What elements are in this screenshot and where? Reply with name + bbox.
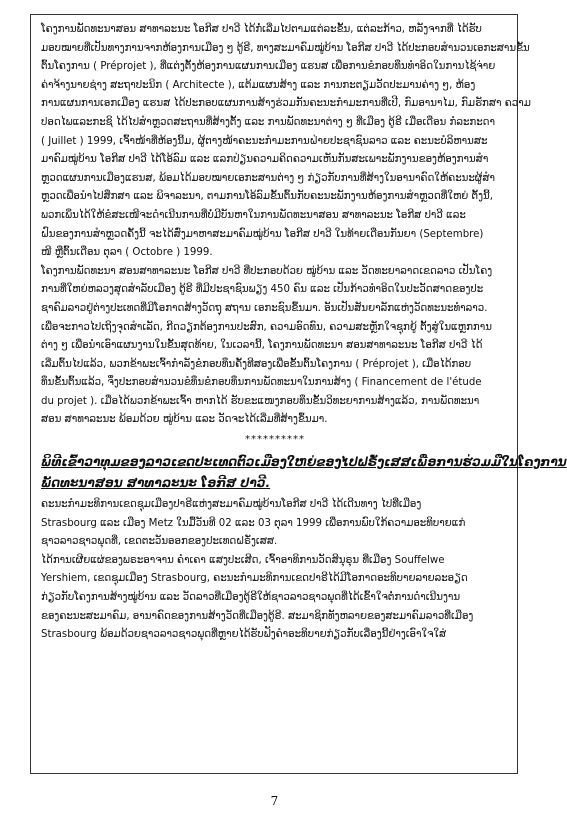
text-line: ຂອງຄະນະສະມາຄົມ, ອານາຄົດຂອງການສ້າງວັດທີ່ເມືອງຕູ້ຣີ. ສະມາຊິກທັງຫລາຍຂອງສະມາຄົມລາວທີ່ເມືອງ bbox=[41, 610, 474, 622]
page-number: 7 bbox=[270, 794, 279, 808]
paragraph-project-progress bbox=[41, 21, 531, 263]
text-line: ທຶນຂັ້ນຕົ້ນແລ້ວ, ຈຶ່ງປະກອບສຳນວນຂໍທຶນຂໍກອບທຶນການພັດທະນາໃນການສ້າງ ( Financement de l'étude bbox=[41, 377, 482, 389]
text-line: ຫຼວດແຜນການເມືອງແຮນສ, ພ້ອມໄດ້ມອບໝາຍເອກະສານຕ່າງ ໆ ກ່ຽວກັບການທີ່ສ້າງໃນອານາຄົດໃຫ້ຄະນະຜູ້ສຳ bbox=[41, 172, 496, 184]
text-line: ການທີ່ໃຫຍ່ຫລວງສຸດສຳລັບເມືອງ ຕູ້ຣີ ທີ່ມີປະຊາຊົນພຽງ 450 ຄົນ ແລະ ເປັນກ້າວທຳອິດໃນປະວັດສາດຂອງປະ bbox=[41, 284, 484, 296]
text-line: ໂຄງການພັດທະນາ ສອນສາທາລະນະ ໂອກີສ ປາວີ ທີ່ປະກອບດ້ວຍ ໝູ່ບ້ານ ແລະ ວັດທະຍາລາດເຂດລາວ ເປັນໂຄງ bbox=[41, 265, 493, 277]
text-line: ສອນ ສາທາລະນະ ພ້ອມດ້ວຍ ໝູ່ບ້ານ ແລະ ວັດຈະໄດ້ເລີ່ມທີ່ສ້າງຂຶ້ນມາ. bbox=[41, 414, 328, 426]
text-line: ຫຼວດເພື່ອນຳໄປສຶກສາ ແລະ ພິຈາລະນາ, ຕາມການໂອ້ລົມຂັ້ນຕົ້ນກັບຄະນະພັກງານຫ້ອງການສຳຫຼວດທີ່ໃຫຍ່ ຕັ້ງນີ້, bbox=[41, 191, 493, 203]
paragraph-strasbourg-visit bbox=[41, 496, 509, 645]
text-line: ປອດໄພແລະກະຊິ ໄດ້ໄປສຳຫຼວດສະຖານທີ່ສ້າງຕັ້ງ ແລະ ການພັດທະນາຕ່າງ ໆ ທີ່ເມືອງ ຕູ້ຣີ ເມື່ອເດືອນ ກໍລະກະດາ bbox=[41, 116, 495, 128]
text-line: Yershiem, ເຂດຊຸມເມືອງ Strasbourg, ຄະນະກຳມະທິການເຂດປາຣີໄດ້ມີໂອກາດອະທິບາຍລາຍລະອຽດ bbox=[41, 573, 468, 585]
text-line: ໜີ ຫຼືຕົ້ນເດືອນ ຕຸລາ ( Octobre ) 1999. bbox=[41, 247, 213, 259]
section-heading bbox=[41, 452, 567, 494]
text-line: ຕ່າງ ໆ ເພື່ອນຳເອົາແຜນງານໃນຂັ້ນສຸດທ້າຍ, ໃນເວລານີ້, ໂຄງການພັດທະນາ ສອນສາທາລະນະ ໂອກີສ ປາວີ ໄດ້ bbox=[41, 340, 483, 352]
text-line: ກ່ຽວກັບໂຄງການສ້າງໝູ່ບ້ານ ແລະ ວັດລາວທີ່ເມືອງຕູ້ຣີໃຫ້ຊາວລາວຊາວພຸດທີ່ໄດ້ເຂົ້າໃຈຕໍ່ການດຳເນີນງານ bbox=[41, 592, 461, 604]
text-line: ຕົ້ນໂຄງການ ( Préprojet ), ທີ່ແຕ່ງຕັ້ງຫ້ອງການແຜນການເມືອງ ແຮນສ ເພື່ອການຂໍກອບທຶນທຳອິດໃນການໄຊ້ຈ່າຍ bbox=[41, 61, 496, 73]
page-frame bbox=[30, 14, 567, 774]
text-line: ຄະນະກຳມະທິການເຂດຊຸມເມືອງປາຣີແຫ່ງສະມາຄົມໝູ່ບ້ານໂອກີສ ປາວີ ໄດ້ເດີນທາງ ໄປທີ່ເມືອງ bbox=[41, 499, 422, 511]
text-line: du projet ). ເມື່ອໄດ້ພວກຂ້າພະເຈົ້າ ຫາກໄດ້ ຮັບຂະແໜງກອບທຶນຂັ້ນວິທະຍາການສ້າງແລ້ວ, ການພັດທະນາ bbox=[41, 395, 480, 407]
heading-line: ພິທີເຂົ້າວາທຸມຂອງລາວເຂດປະເທດຕົວເມືອງໃຫຍ່ຂອງໄປຝຣັ່ງເສສເພື່ອການຮ່ວມມືໃນໂຄງການ bbox=[41, 455, 567, 470]
text-line: ເລີ່ມຕົ້ນໄປແລ້ວ, ພວກຂ້າພະເຈົ້າກຳລັງຂໍກອບທຶນຄັ້ງທີສອງເພື່ອຂັ້ນຕົ້ນໂຄງການ ( Préprojet ), ເມື່ອໄດ້ກອບ bbox=[41, 358, 472, 370]
text-line: ຝົນຂອງການສຳຫຼວດຄັ້ງນີ້ ຈະໄດ້ສົ່ງມາຫາສະມາຄົມໝູ່ບ້ານ ໂອກີສ ປາວີ ໃນທ້າຍເດືອນກັນຍາ (Septembre) bbox=[41, 228, 484, 240]
text-line: Strasbourg ພ້ອມດ້ວຍຊາວລາວຊາວພຸດທີ່ຫຼາຍໄດ້ຮັບຟັງຄໍາອະທິບາຍກ່ຽວກັບເລື່ອງນີ້ຢ່າງເອົາໃຈໃສ່ bbox=[41, 629, 447, 641]
text-line: ໄດ້ການເຜີຍແຜ່ຂອງພຣະອາຈານ ຄໍາເຄາ ແສງປະເສີດ, ເຈົ້າອາທິການວັດສິນຸຣຸນ ທີ່ເມືອງ Souffelwe bbox=[41, 554, 445, 566]
text-line: ການແຜນການເອກເມືອງ ແຮນສ ໄດ້ປະກອບແຜນການສ້າງຮ່ວມກັນຄະນະກຳມະການທີ່ເປີ, ກົມອານາໄມ, ກົມຮັກສາ ຄວາມ bbox=[41, 98, 531, 110]
text-line: ໂຄງການພັດທະນາສອນ ສາທາລະນະ ໂອກີສ ປາວີ ໄດ້ກໍ່ເລີ່ມໄປຕາມແຕ່ລະຂັ້ນ, ແຕ່ລະກ້າວ, ຫລັງຈາກທີ່ ໄດ້ຮັບ bbox=[41, 24, 482, 35]
text-line: ຄ່າຈ້າງນາຍຊ່າງ ສະຖາປະນິກ ( Architecte ), ແຕ້ມແຜນສ້າງ ແລະ ການກະຕຽມວັດປະມານຄ່າງ ໆ, ຫ້ອງ bbox=[41, 79, 476, 91]
text-line: Strasbourg ແລະ ເມືອງ Metz ໃນມື້ວັນທີ 02 ແລະ 03 ຕຸລາ 1999 ເພື່ອການພົບໃກ້ຄວາມອະທິບາຍແກ່ bbox=[41, 517, 466, 529]
text-line: ຊາວລາວຊາວພຸດທີ່, ເຂດຕະວັນອອກຂອງປະເທດຝຣັ່ງເສສ. bbox=[41, 536, 278, 548]
paragraph-project-significance bbox=[41, 263, 509, 430]
text-line: ເພື່ອຈະກາວໄປເຖິງຈຸດສຳເລັດ, ກີດວຽກຕ້ອງການປະສົກ, ຄວາມອົດທົນ, ຄວາມສະຫຼັກໃຈຊຸກຍູ້ ຕັ້ງສູ່ໃນແຫຼກການ bbox=[41, 321, 492, 333]
text-line: ພວກເພິ່ນໄດ້ໃຫ້ຂໍສະເໜີຈະດຳເນີນການທີ່ບໍ່ມີບັນຫາໃນການພັດທະນາສອນ ສາທາລະນະ ໂອກີສ ປາວີ ແລະ bbox=[41, 209, 466, 221]
heading-line: ພັດທະນາສອນ ສາທາລະນະ ໂອກີສ ປາວີ. bbox=[41, 476, 271, 491]
text-line: ມອບໝາຍທີ່ເປັນທາງການຈາກຫ້ອງການເມືອງ ໆ ຕູ້ຣີ, ທາງສະມາຄົມໝູ່ບ້ານ ໂອກີສ ປາວີ ໄດ້ປະກອບສຳນວນເອກະສານຂັ້ນ bbox=[41, 42, 530, 54]
section-separator: ********** bbox=[245, 434, 305, 446]
text-line: ( Juillet ) 1999, ເຈົ້າໜ້າທີ່ຫ້ອງນີ້ມ, ຜູ້ຕາງໜ້າຄະນະກຳມະການຝ່າຍປະຊາຊົນລາວ ແລະ ຄະນະບໍລິຫານສະ bbox=[41, 135, 488, 147]
text-line: ຊາຄົມລາວຢູ່ຕ່າງປະເທດທີ່ມີໂອກາດສ້າງວັດຖຸ ສຖານ ເອກະຊົນຂຶ້ນມາ. ອັນເປັນສັນຍາລັກແຫ່ງວັດທະນະທຳລາວ. bbox=[41, 302, 488, 314]
text-line: ມາຄົມໝູ່ບ້ານ ໂອກີສ ປາວີ ໄດ້ໂອ້ລົມ ແລະ ແລກປ່ຽນຄວາມຄິດຄວາມເຫັນກັນສະເພາະພັກງານຂອງຫ້ອງການສຳ bbox=[41, 154, 489, 166]
